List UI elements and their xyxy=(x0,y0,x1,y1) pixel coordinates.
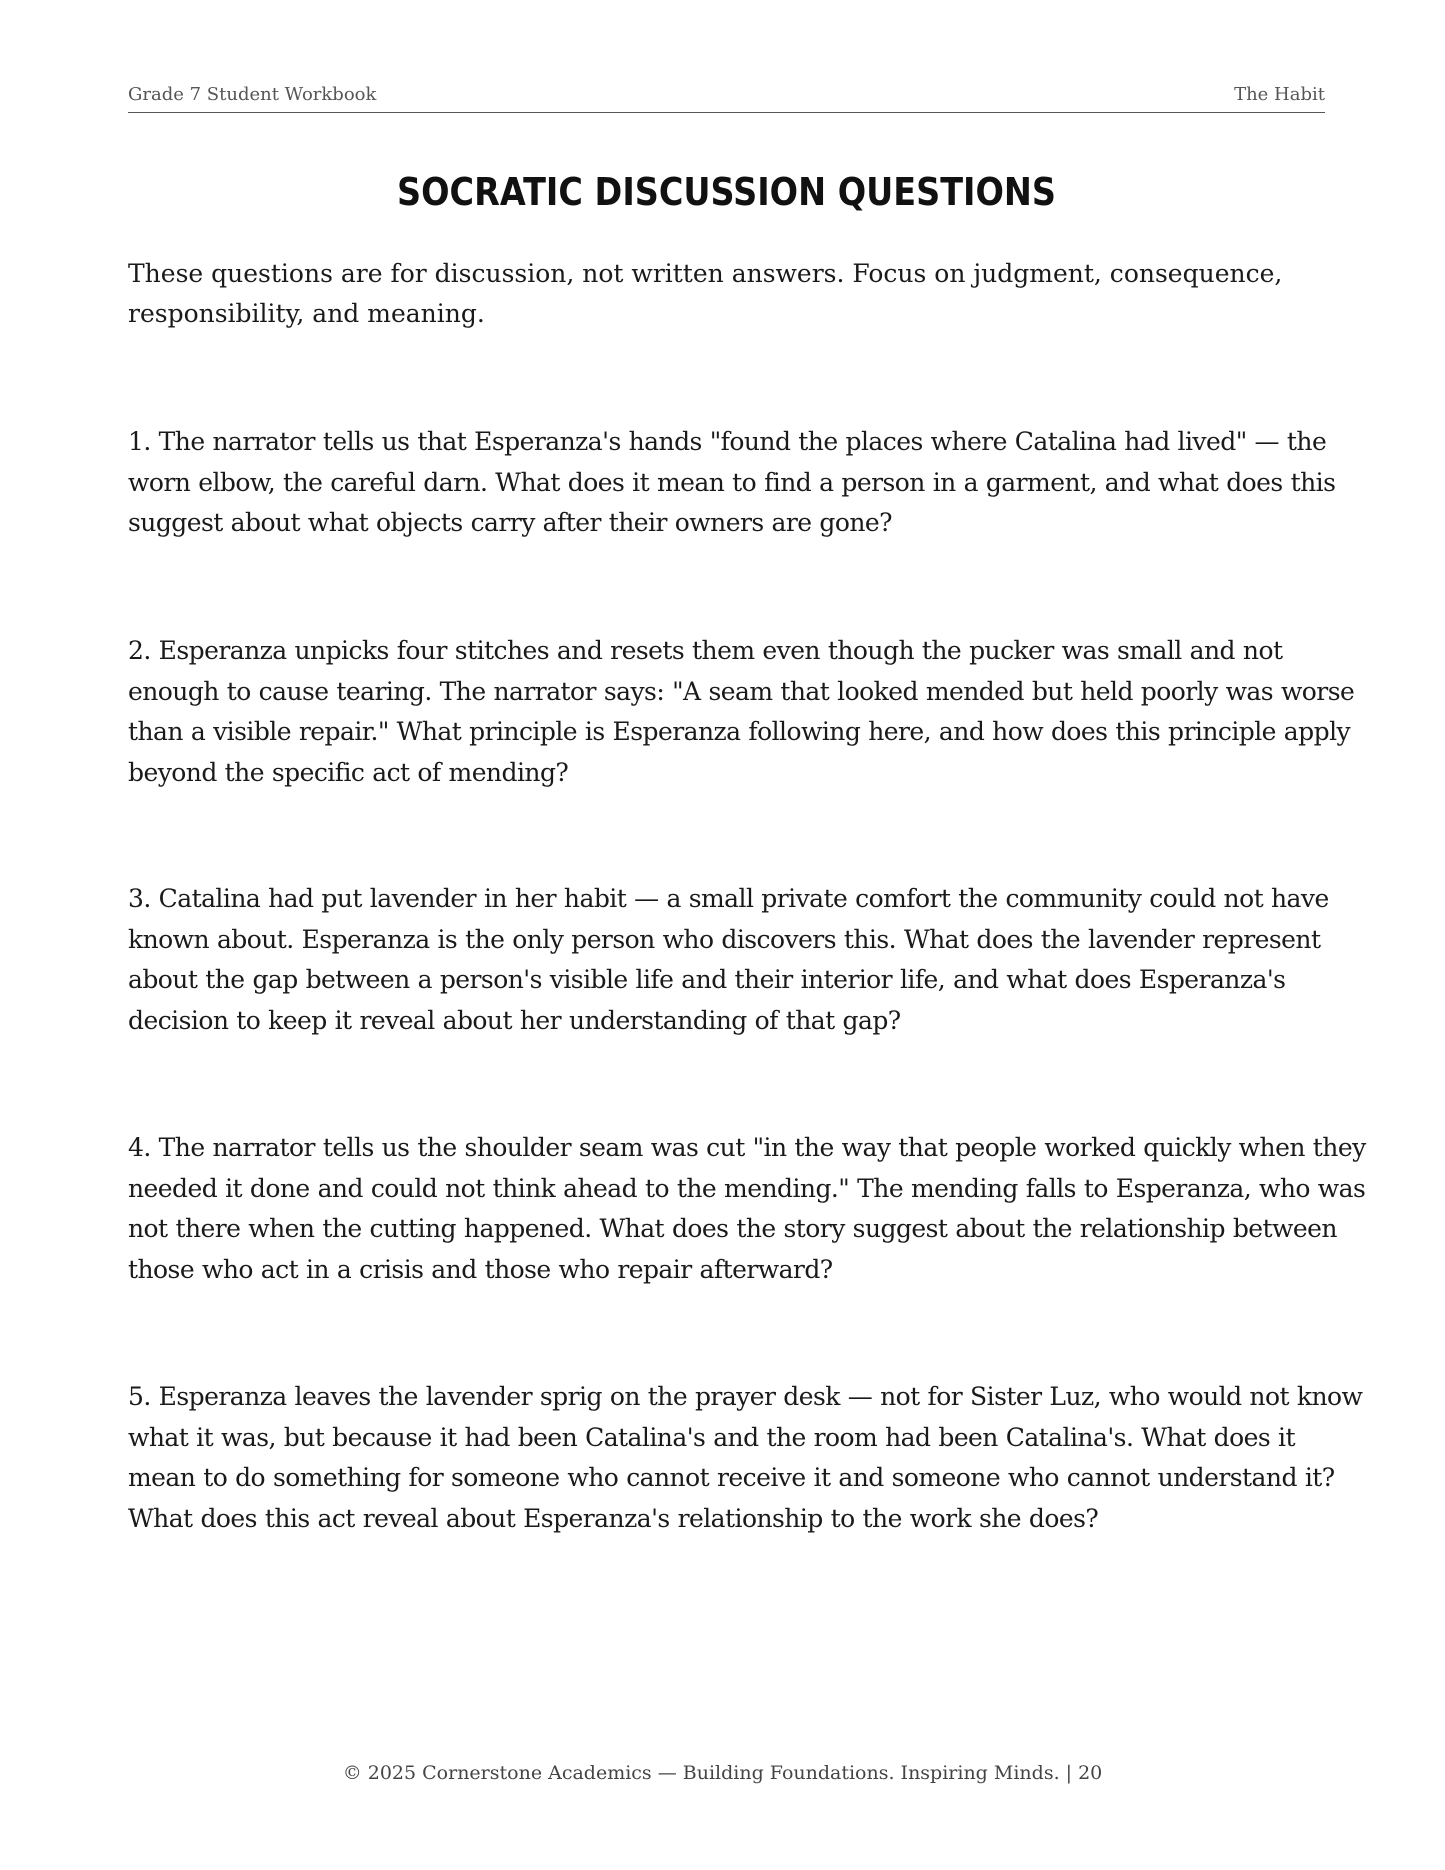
question-5: 5. Esperanza leaves the lavender sprig on the prayer desk — not for Sister Luz, who would not know what it was, but because it had been Catalina's and the room had been Catalina's. What does it mean to do something for someone who cannot receive it and someone who cannot understand it? What does this act reveal about Esperanza's relationship to the work she does? xyxy=(128,1382,1363,1533)
intro-paragraph: These questions are for discussion, not written answers. Focus on judgment, consequence, responsibility, and meaning. xyxy=(128,259,1283,328)
header-story-title: The Habit xyxy=(1234,84,1325,105)
running-header xyxy=(128,84,1325,113)
header-workbook-title: Grade 7 Student Workbook xyxy=(128,84,377,105)
question-3: 3. Catalina had put lavender in her habit — a small private comfort the community could not have known about. Esperanza is the only person who discovers this. What does the lavender represent about the gap between a person's visible life and their interior life, and what does Esperanza's decision to keep it reveal about her understanding of that gap? xyxy=(128,884,1329,1035)
question-4: 4. The narrator tells us the shoulder seam was cut "in the way that people worked quickly when they needed it done and could not think ahead to the mending." The mending falls to Esperanza, who was not there when the cutting happened. What does the story suggest about the relationship between those who act in a crisis and those who repair afterward? xyxy=(128,1133,1366,1284)
question-1: 1. The narrator tells us that Esperanza's hands "found the places where Catalina had lived" — the worn elbow, the careful darn. What does it mean to find a person in a garment, and what does this suggest about what objects carry after their owners are gone? xyxy=(128,427,1336,537)
page-footer: © 2025 Cornerstone Academics — Building Foundations. Inspiring Minds. | 20 xyxy=(342,1762,1103,1784)
page-title: SOCRATIC DISCUSSION QUESTIONS xyxy=(397,170,1056,214)
question-2: 2. Esperanza unpicks four stitches and resets them even though the pucker was small and not enough to cause tearing. The narrator says: "A seam that looked mended but held poorly was worse than a visible repair." What principle is Esperanza following here, and how does this principle apply beyond the specific act of mending? xyxy=(128,636,1355,787)
